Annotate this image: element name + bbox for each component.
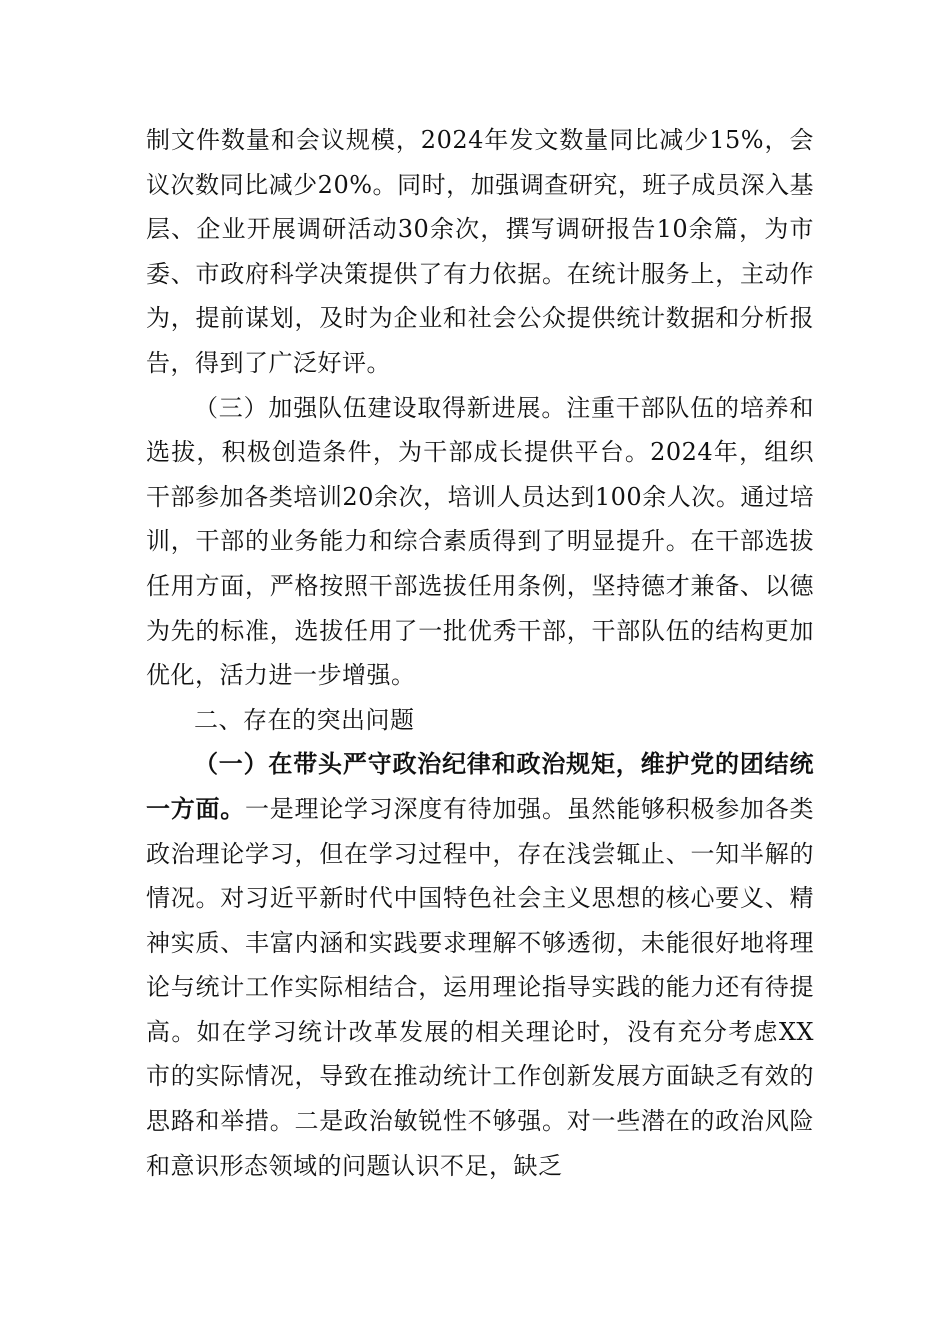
paragraph-lead: （一）在带头严守政治纪律和政治规矩，维护党的团结统一方面。	[146, 749, 814, 823]
paragraph-text: 一是理论学习深度有待加强。虽然能够积极参加各类政治理论学习，但在学习过程中，存在浅尝辄止、一知半解的情况。对习近平新时代中国特色社会主义思想的核心要义、精神实质、丰富内涵和实践要求理解不够透彻，未能很好地将理论与统计工作实际相结合，运用理论指导实践的能力还有待提高。如在学习统计改革发展的相关理论时，没有充分考虑XX市的实际情况，导致在推动统计工作创新发展方面缺乏有效的思路和举措。二是政治敏锐性不够强。对一些潜在的政治风险和意识形态领域的问题认识不足，缺乏	[146, 794, 814, 1180]
section-heading: 二、存在的突出问题	[194, 705, 415, 734]
paragraph-team-building	[146, 386, 814, 698]
paragraph-text: 注重干部队伍的培养和选拔，积极创造条件，为干部成长提供平台。2024年，组织干部参加各类培训20余次，培训人员达到100余人次。通过培训，干部的业务能力和综合素质得到了明显提升。在干部选拔任用方面，严格按照干部选拔任用条例，坚持德才兼备、以德为先的标准，选拔任用了一批优秀干部，干部队伍的结构更加优化，活力进一步增强。	[146, 393, 814, 690]
paragraph-political-discipline	[146, 742, 814, 1188]
paragraph-continued	[146, 118, 814, 386]
paragraph-text: 制文件数量和会议规模，2024年发文数量同比减少15%，会议次数同比减少20%。同时，加强调查研究，班子成员深入基层、企业开展调研活动30余次，撰写调研报告10余篇，为市委、市政府科学决策提供了有力依据。在统计服务上，主动作为，提前谋划，及时为企业和社会公众提供统计数据和分析报告，得到了广泛好评。	[146, 126, 814, 377]
paragraph-lead: （三）加强队伍建设取得新进展。	[194, 393, 567, 422]
document-body	[146, 118, 814, 1188]
